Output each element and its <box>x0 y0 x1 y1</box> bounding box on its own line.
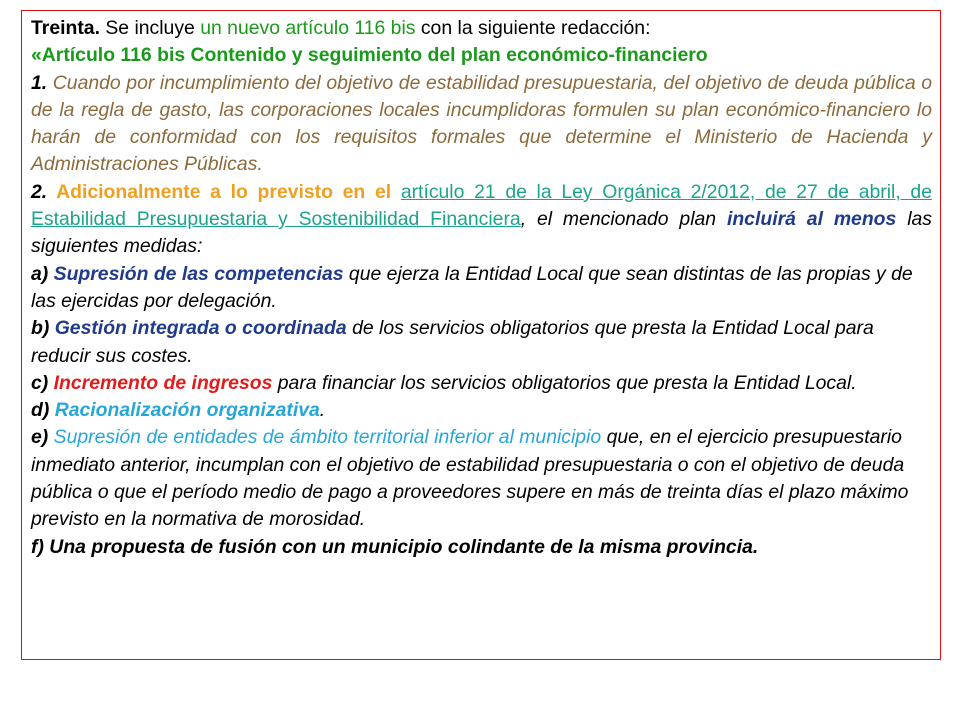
measure-f-letter: f) <box>31 535 44 558</box>
item2-mid: , el mencionado plan <box>520 208 727 231</box>
item1-number: 1. <box>31 71 48 94</box>
heading-text-after: con la siguiente redacción: <box>415 17 651 39</box>
heading-highlight: un nuevo artículo 116 bis <box>200 17 416 39</box>
item2-emphasis: incluirá al menos <box>726 208 897 231</box>
measure-f <box>31 534 932 561</box>
measure-e <box>31 424 932 533</box>
measure-c-letter: c) <box>31 371 49 394</box>
measure-f-title: Una propuesta de fusión con un municipio colindante de la misma provincia <box>43 535 753 558</box>
measure-b <box>31 315 932 370</box>
measure-b-text: de los servicios obligatorios que presta la Entidad Local para reducir sus costes. <box>31 317 874 367</box>
measure-b-title: Gestión integrada o coordinada <box>49 317 347 340</box>
measure-d-text: . <box>319 399 326 422</box>
measure-e-text: que, en el ejercicio presupuestario inmediato anterior, incumplan con el objetivo de estabilidad presupuestaria o con el objetivo de deuda pública o que el período medio de pago a proveedores supere en más de treinta días el plazo máximo previsto en la normativa de morosidad. <box>31 426 909 531</box>
item2-lead: Adicionalmente a lo previsto en el <box>47 180 401 203</box>
measure-d-title: Racionalización organizativa <box>49 399 320 422</box>
measure-d-letter: d) <box>31 399 50 422</box>
measure-c <box>31 370 932 397</box>
item2-tail: las siguientes medidas: <box>31 208 932 258</box>
measure-e-letter: e) <box>31 426 49 449</box>
paragraph-1 <box>31 70 932 179</box>
heading-label: Treinta. <box>31 17 100 39</box>
measure-a-title: Supresión de las competencias <box>48 262 344 285</box>
measure-e-title: Supresión de entidades de ámbito territorial inferior al municipio <box>48 426 602 449</box>
measure-b-letter: b) <box>31 317 50 340</box>
article-title: «Artículo 116 bis Contenido y seguimiento del plan económico-financiero <box>31 44 708 67</box>
measure-c-text: para financiar los servicios obligatorios que presta la Entidad Local. <box>272 371 857 394</box>
document-frame <box>21 10 941 660</box>
measure-d <box>31 397 932 424</box>
item1-text: Cuando por incumplimiento del objetivo de estabilidad presupuestaria, del objetivo de deuda pública o de la regla de gasto, las corporaciones locales incumplidoras formulen su plan económico-financiero lo harán de conformidad con los requisitos formales que determine el Ministerio de Hacienda y Administraciones Públicas. <box>31 71 932 176</box>
measure-a-letter: a) <box>31 262 49 285</box>
paragraph-2 <box>31 179 932 261</box>
measure-f-text: . <box>752 535 759 558</box>
measure-c-title: Incremento de ingresos <box>48 371 273 394</box>
law-link[interactable]: artículo 21 de la Ley Orgánica 2/2012, de 27 de abril, de Estabilidad Presupuestaria y Sostenibilidad Financiera <box>31 180 932 231</box>
item2-number: 2. <box>31 180 48 203</box>
measure-a <box>31 261 932 316</box>
measure-a-text: que ejerza la Entidad Local que sean distintas de las propias y de las ejercidas por delegación. <box>31 262 913 312</box>
heading-line <box>31 15 932 42</box>
heading-text-before: Se incluye <box>99 17 201 39</box>
